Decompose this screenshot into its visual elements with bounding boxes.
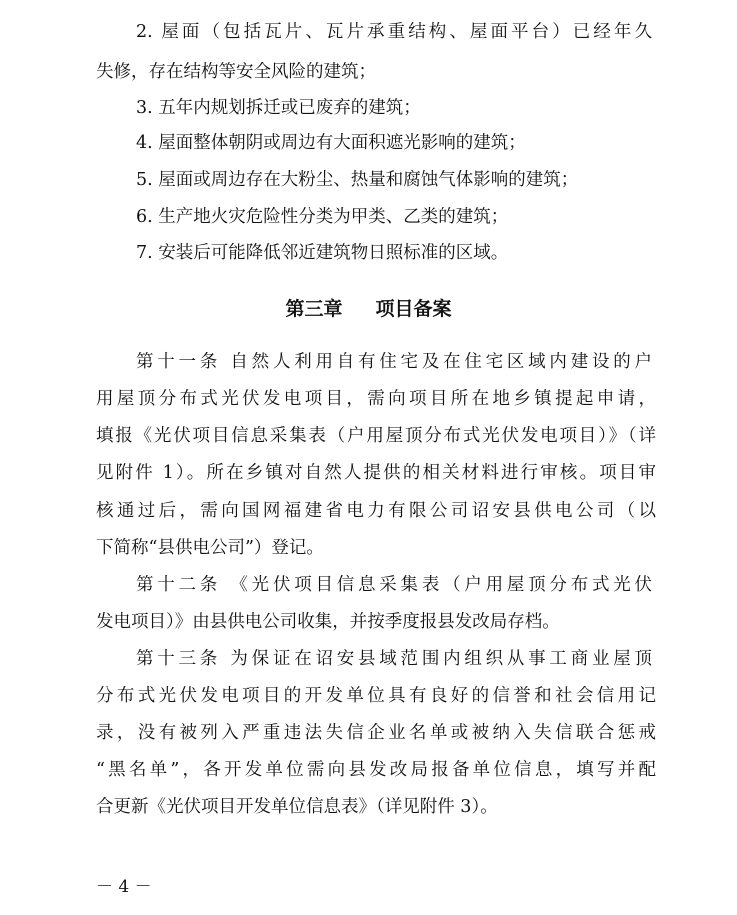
list-item-2-line-2: 失修，存在结构等安全风险的建筑； (96, 62, 376, 82)
article-11-line-1: 第十一条 自然人利用自有住宅及在住宅区域内建设的户 (136, 352, 652, 372)
article-11-line-2: 用屋顶分布式光伏发电项目，需向项目所在地乡镇提起申请， (96, 389, 656, 409)
article-13-line-4: “黑名单”，各开发单位需向县发改局报备单位信息，填写并配 (96, 760, 656, 780)
article-13-line-1: 第十三条 为保证在诏安县域范围内组织从事工商业屋顶 (136, 649, 652, 669)
page-number: － 4 － (96, 877, 152, 897)
article-13-line-5: 合更新《光伏项目开发单位信息表》（详见附件 3）。 (96, 797, 498, 817)
article-13-line-2: 分布式光伏发电项目的开发单位具有良好的信誉和社会信用记 (96, 686, 656, 706)
chapter-heading: 第三章 项目备案 (285, 298, 452, 320)
article-11-line-6: 下简称“县供电公司”）登记。 (96, 538, 324, 558)
article-11-line-4: 见附件 1）。所在乡镇对自然人提供的相关材料进行审核。项目审 (96, 463, 656, 483)
list-item-6: 6. 生产地火灾危险性分类为甲类、乙类的建筑； (136, 207, 509, 227)
article-11-line-3: 填报《光伏项目信息采集表（户用屋顶分布式光伏发电项目）》（详 (96, 426, 656, 446)
article-12-line-2: 发电项目）》由县供电公司收集，并按季度报县发改局存档。 (96, 612, 560, 632)
list-item-5: 5. 屋面或周边存在大粉尘、热量和腐蚀气体影响的建筑； (136, 170, 579, 190)
list-item-3: 3. 五年内规划拆迁或已废弃的建筑； (136, 98, 421, 118)
article-13-line-3: 录，没有被列入严重违法失信企业名单或被纳入失信联合惩戒 (96, 723, 656, 743)
list-item-7: 7. 安装后可能降低邻近建筑物日照标准的区域。 (136, 243, 509, 263)
article-12-line-1: 第十二条 《光伏项目信息采集表（户用屋顶分布式光伏 (136, 575, 652, 595)
list-item-2-line-1: 2. 屋面（包括瓦片、瓦片承重结构、屋面平台）已经年久 (136, 22, 652, 42)
list-item-4: 4. 屋面整体朝阴或周边有大面积遮光影响的建筑； (136, 133, 526, 153)
article-11-line-5: 核通过后，需向国网福建省电力有限公司诏安县供电公司（以 (96, 501, 656, 521)
